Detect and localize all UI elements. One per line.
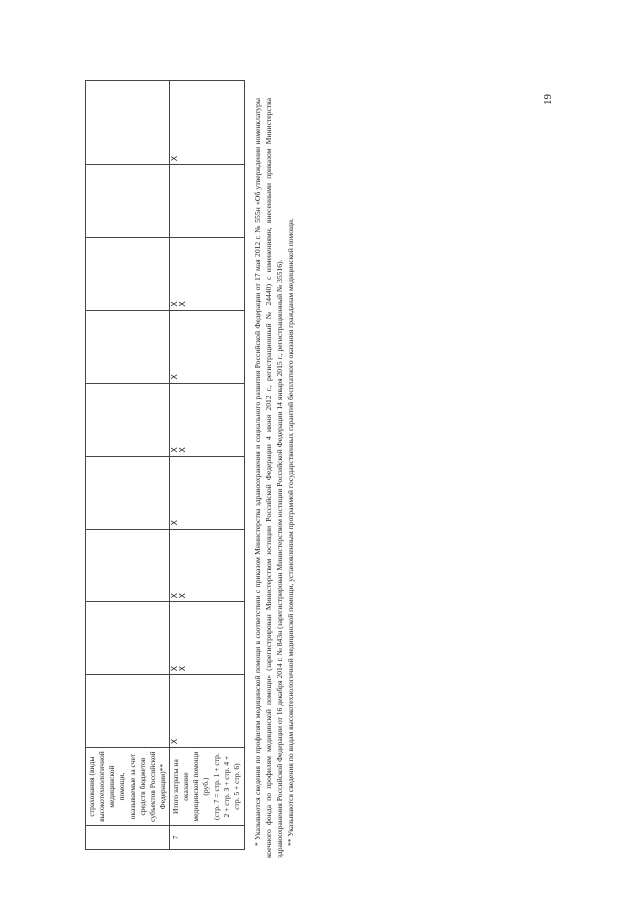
row-title: Итого затраты на оказание медицинской помощи (руб.) [171,751,211,822]
cross-mark: X X [170,665,187,672]
data-cell [170,529,245,602]
data-cell [86,675,170,748]
cross-mark: X [170,520,179,526]
cross-mark: X X [170,447,187,453]
data-cell [86,237,170,310]
data-cell [86,165,170,238]
data-cell [170,310,245,383]
data-cell [86,383,170,456]
row-formula: (стр. 7 = стр. 1 + стр. 2 + стр. 3 + стр. 4 + стр. 5 + стр. 6) [211,753,241,820]
cross-mark: X X [170,301,187,307]
row-number-cell: 7 [170,825,245,849]
cross-mark: X [170,738,179,745]
footnote-1: * Указываются сведения по профилям медицинской помощи в соответствии с приказом Министерства здравоохранения и социального развития Российской Федерации от 17 мая 2012 г. № 555н «Об утверждении номенклатуры коечного фонда по профилям медицинской помощи» (зарегистрирован Министерством юстиции Российской Федерации 4 июня 2012 г., регистрационный № 24440) с изменениями, внесенными приказом Министерства здравоохранения Российской Федерации от 16 декабря 2014 г. № 843н (зарегистрирован Министерством юстиции Российской Федерации 14 января 2015 г., регистрационный № 35516). [253,98,284,858]
row-label-cell [170,748,245,826]
cross-mark: X [170,155,179,162]
data-cell [170,237,245,310]
data-cell [170,383,245,456]
cross-mark: X X [170,592,187,599]
data-cell [86,529,170,602]
table-row [86,81,170,850]
data-cell [170,675,245,748]
cross-mark: X [170,374,179,380]
data-cell [86,310,170,383]
table-row [170,81,245,850]
rotated-page [60,80,580,880]
footnote-2: ** Указываются сведения по видам высокотехнологичной медицинской помощи, установленным программой государственных гарантий бесплатного оказания гражданам медицинской помощи. [286,218,295,846]
data-cell [86,602,170,675]
costs-table [85,80,245,850]
data-cell [170,81,245,165]
data-cell [86,456,170,529]
row-label-cell: страхования (виды высокотехнологичной медицинской помощи, оказываемые за счет средств бюджетов субъектов Российской Федерации)** [86,748,170,826]
page-number: 19 [542,94,554,105]
data-cell [170,165,245,238]
footnotes [252,98,296,858]
data-cell [170,456,245,529]
data-cell [170,602,245,675]
data-cell [86,81,170,165]
row-number-cell [86,825,170,849]
